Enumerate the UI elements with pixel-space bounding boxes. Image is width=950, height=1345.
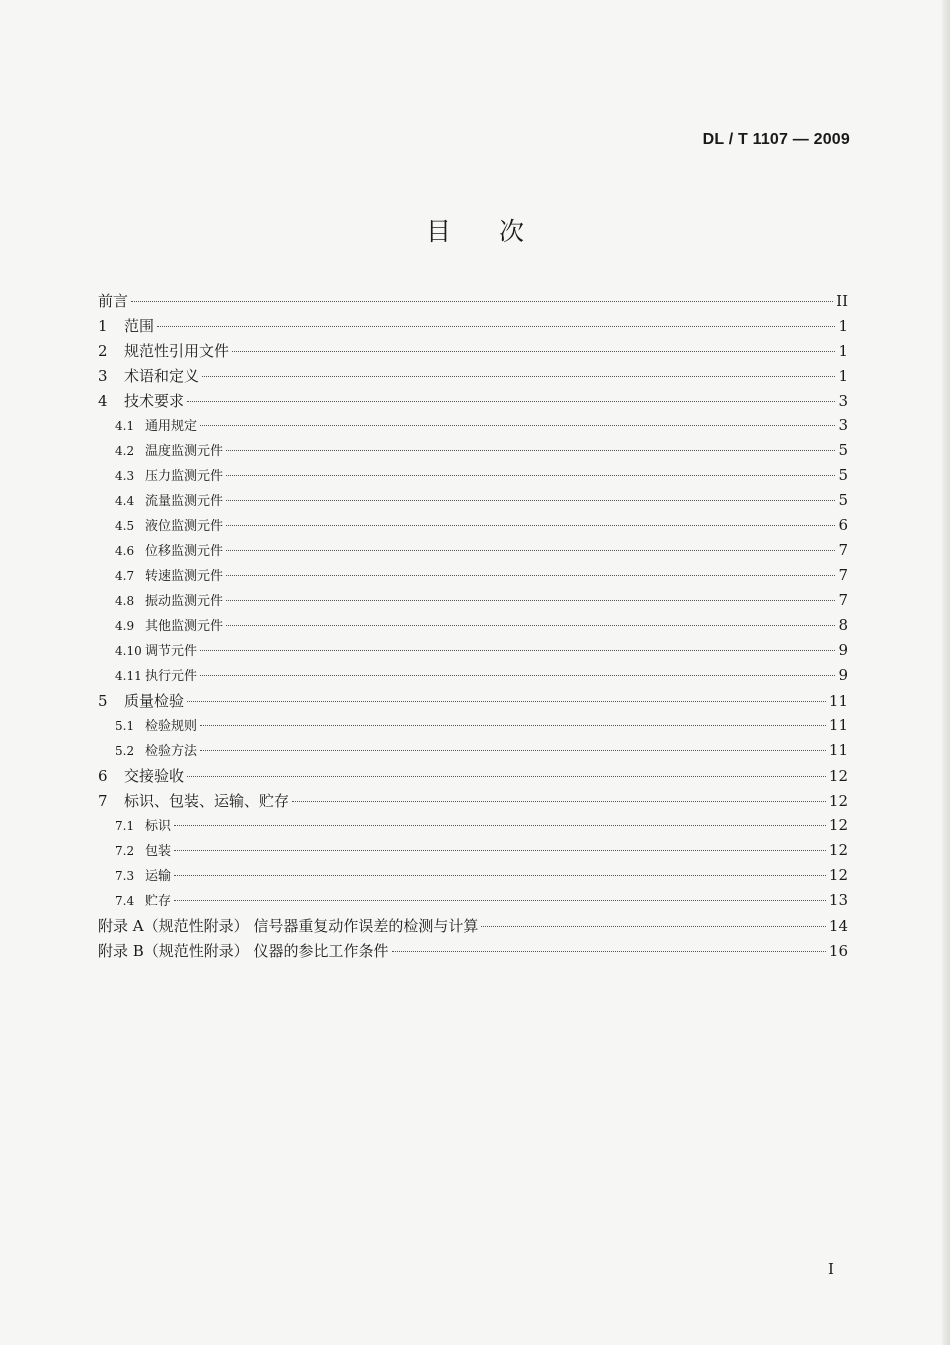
dot-leader xyxy=(174,850,826,851)
toc-entry[interactable] xyxy=(98,765,848,790)
dot-leader xyxy=(174,825,826,826)
dot-leader xyxy=(226,600,835,601)
dot-leader xyxy=(187,776,826,777)
toc-entry-page: 12 xyxy=(828,792,848,810)
toc-entry-title: 规范性引用文件 xyxy=(124,342,230,360)
toc-entry-number: 4.2 xyxy=(115,444,135,458)
toc-entry[interactable] xyxy=(98,490,848,515)
standard-code: DL / T 1107 — 2009 xyxy=(702,131,850,148)
dot-leader xyxy=(292,801,826,802)
dot-leader xyxy=(226,525,835,526)
toc-entry-title: 温度监测元件 xyxy=(145,444,224,459)
toc-entry[interactable] xyxy=(98,815,848,840)
toc-entry-title: 标识、包装、运输、贮存 xyxy=(124,792,290,810)
toc-entry-title: 液位监测元件 xyxy=(145,519,224,534)
dot-leader xyxy=(200,425,835,426)
toc-entry-title: 流量监测元件 xyxy=(145,494,224,509)
dot-leader xyxy=(226,475,835,476)
toc-entry-number: 2 xyxy=(98,342,108,360)
toc-entry-number: 7.1 xyxy=(115,819,135,833)
toc-entry[interactable] xyxy=(98,665,848,690)
dot-leader xyxy=(131,301,833,302)
dot-leader xyxy=(481,926,826,927)
toc-entry-title: 调节元件 xyxy=(145,644,198,659)
toc-entry-page: 1 xyxy=(838,367,848,385)
toc-entry[interactable] xyxy=(98,840,848,865)
dot-leader xyxy=(187,701,826,702)
toc-entry[interactable] xyxy=(98,465,848,490)
dot-leader xyxy=(200,750,826,751)
toc-entry[interactable] xyxy=(98,640,848,665)
toc-entry[interactable] xyxy=(98,440,848,465)
dot-leader xyxy=(226,550,835,551)
toc-entry[interactable] xyxy=(98,790,848,815)
toc-entry-page: 7 xyxy=(838,541,848,559)
toc-entry[interactable] xyxy=(98,865,848,890)
page-number: I xyxy=(828,1260,834,1278)
toc-entry-number: 4.10 xyxy=(115,644,142,658)
dot-leader xyxy=(174,875,826,876)
toc-entry-title: 技术要求 xyxy=(124,392,185,410)
toc-entry-title: 范围 xyxy=(124,317,155,335)
toc-entry[interactable] xyxy=(98,915,848,940)
toc-entry-title: 其他监测元件 xyxy=(145,619,224,634)
toc-entry[interactable] xyxy=(98,415,848,440)
dot-leader xyxy=(226,575,835,576)
toc-entry-page: 1 xyxy=(838,317,848,335)
toc-entry-number: 6 xyxy=(98,767,108,785)
toc-entry-title: 术语和定义 xyxy=(124,367,200,385)
toc-entry-number: 7.3 xyxy=(115,869,135,883)
toc-entry-title: 振动监测元件 xyxy=(145,594,224,609)
dot-leader xyxy=(232,351,835,352)
toc-entry-page: 13 xyxy=(828,891,848,909)
dot-leader xyxy=(200,725,826,726)
toc-entry-title: 位移监测元件 xyxy=(145,544,224,559)
toc-entry-title: 附录 A（规范性附录） 信号器重复动作误差的检测与计算 xyxy=(98,917,479,935)
toc-entry-number: 4.6 xyxy=(115,544,135,558)
toc-entry-number: 5.2 xyxy=(115,744,135,758)
toc-entry-page: 11 xyxy=(828,716,848,734)
toc-entry-page: 3 xyxy=(838,416,848,434)
toc-entry-page: 8 xyxy=(838,616,848,634)
toc-entry-title: 交接验收 xyxy=(124,767,185,785)
toc-entry-number: 5.1 xyxy=(115,719,135,733)
toc-entry-number: 7.4 xyxy=(115,894,135,908)
dot-leader xyxy=(392,951,826,952)
toc-entry-page: 6 xyxy=(838,516,848,534)
dot-leader xyxy=(226,625,835,626)
toc-entry-title: 检验规则 xyxy=(145,719,198,734)
dot-leader xyxy=(157,326,835,327)
toc-entry[interactable] xyxy=(98,690,848,715)
toc-entry-page: 5 xyxy=(838,491,848,509)
toc-entry-number: 4.1 xyxy=(115,419,135,433)
toc-entry[interactable] xyxy=(98,590,848,615)
table-of-contents xyxy=(98,290,848,965)
toc-entry-page: 12 xyxy=(828,841,848,859)
dot-leader xyxy=(174,900,826,901)
toc-entry-title: 压力监测元件 xyxy=(145,469,224,484)
toc-entry-page: 5 xyxy=(838,466,848,484)
toc-entry-number: 4.8 xyxy=(115,594,135,608)
toc-entry-title: 通用规定 xyxy=(145,419,198,434)
toc-entry-number: 3 xyxy=(98,367,108,385)
toc-entry-page: 3 xyxy=(838,392,848,410)
toc-entry[interactable] xyxy=(98,940,848,965)
toc-entry-page: 12 xyxy=(828,816,848,834)
toc-entry-page: 9 xyxy=(838,666,848,684)
toc-entry-title: 标识 xyxy=(145,819,172,834)
dot-leader xyxy=(200,650,835,651)
toc-entry-page: 14 xyxy=(828,917,848,935)
toc-entry-number: 5 xyxy=(98,692,108,710)
toc-entry-page: 16 xyxy=(828,942,848,960)
toc-entry-title: 运输 xyxy=(145,869,172,884)
toc-entry-title: 转速监测元件 xyxy=(145,569,224,584)
toc-entry-title: 检验方法 xyxy=(145,744,198,759)
toc-entry-title: 前言 xyxy=(98,292,129,310)
toc-entry[interactable] xyxy=(98,315,848,340)
toc-entry-number: 7.2 xyxy=(115,844,135,858)
toc-entry-number: 1 xyxy=(98,317,108,335)
toc-entry[interactable] xyxy=(98,565,848,590)
toc-entry-page: 5 xyxy=(838,441,848,459)
toc-entry-number: 4.11 xyxy=(115,669,142,683)
toc-entry-title: 贮存 xyxy=(145,894,172,909)
dot-leader xyxy=(226,450,835,451)
toc-entry-page: 11 xyxy=(828,692,848,710)
toc-entry-number: 4.5 xyxy=(115,519,135,533)
toc-entry-title: 执行元件 xyxy=(145,669,198,684)
toc-entry-number: 4.4 xyxy=(115,494,135,508)
toc-entry[interactable] xyxy=(98,390,848,415)
toc-entry-number: 4.9 xyxy=(115,619,135,633)
page-title: 目次 xyxy=(425,217,572,246)
toc-entry[interactable] xyxy=(98,540,848,565)
toc-entry[interactable] xyxy=(98,340,848,365)
toc-entry-page: 1 xyxy=(838,342,848,360)
dot-leader xyxy=(200,675,835,676)
toc-entry[interactable] xyxy=(98,615,848,640)
dot-leader xyxy=(226,500,835,501)
toc-entry-page: 11 xyxy=(828,741,848,759)
toc-entry-title: 附录 B（规范性附录） 仪器的参比工作条件 xyxy=(98,942,389,960)
page-edge-shadow xyxy=(942,0,950,1345)
toc-entry-number: 7 xyxy=(98,792,108,810)
dot-leader xyxy=(202,376,835,377)
toc-entry-page: 9 xyxy=(838,641,848,659)
toc-entry[interactable] xyxy=(98,290,848,315)
dot-leader xyxy=(187,401,835,402)
toc-entry-number: 4.7 xyxy=(115,569,135,583)
toc-entry-title: 包装 xyxy=(145,844,172,859)
toc-entry-number: 4 xyxy=(98,392,108,410)
toc-entry[interactable] xyxy=(98,715,848,740)
toc-entry-title: 质量检验 xyxy=(124,692,185,710)
toc-entry[interactable] xyxy=(98,890,848,915)
toc-entry-page: 12 xyxy=(828,866,848,884)
toc-entry-number: 4.3 xyxy=(115,469,135,483)
toc-entry[interactable] xyxy=(98,365,848,390)
toc-entry-page: 7 xyxy=(838,566,848,584)
toc-entry[interactable] xyxy=(98,515,848,540)
toc-entry-page: 7 xyxy=(838,591,848,609)
toc-entry[interactable] xyxy=(98,740,848,765)
toc-entry-page: II xyxy=(836,292,848,310)
toc-entry-page: 12 xyxy=(828,767,848,785)
